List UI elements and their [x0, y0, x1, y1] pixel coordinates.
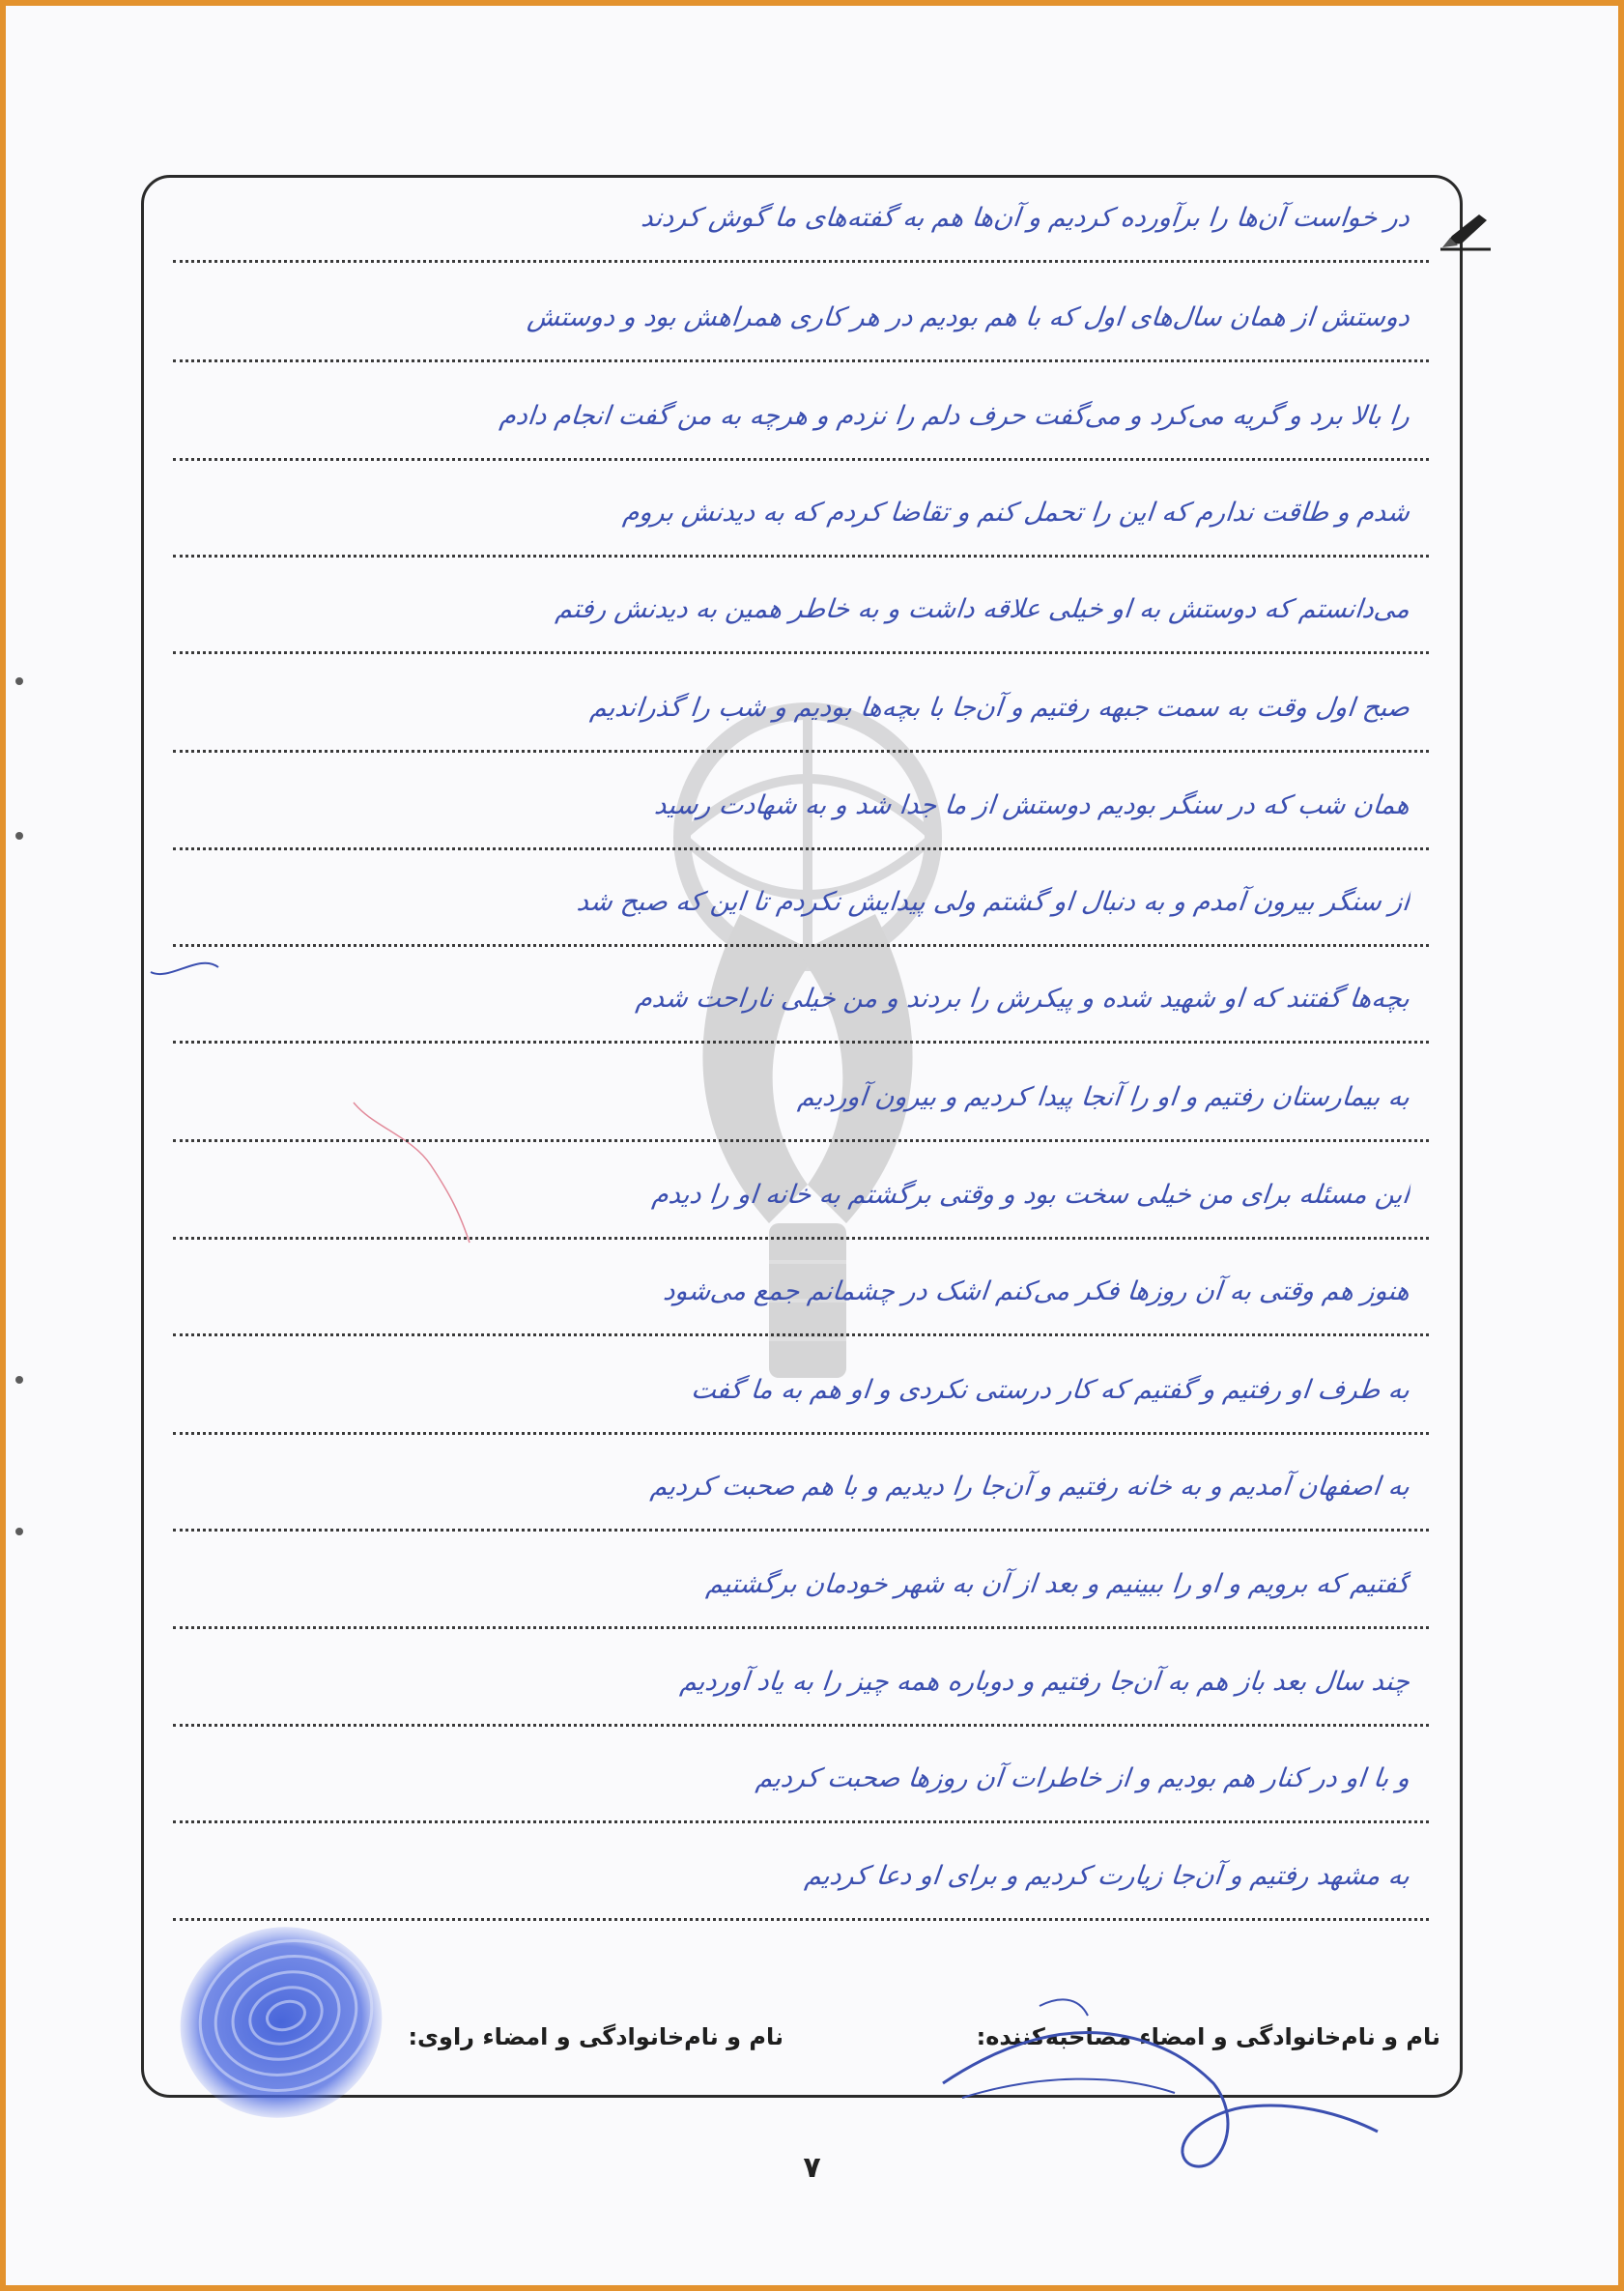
- writing-line: [173, 1857, 1429, 1921]
- binding-hole-1: [15, 677, 23, 685]
- writing-line: [173, 1273, 1429, 1336]
- writing-line: [173, 397, 1429, 461]
- writing-line: [173, 1176, 1429, 1240]
- writing-line: [173, 980, 1429, 1044]
- pen-icon: [1439, 209, 1493, 251]
- writing-line: [173, 299, 1429, 362]
- handwritten-text: به مشهد رفتیم و آن‌جا زیارت کردیم و برای او دعا کردیم: [803, 1861, 1411, 1891]
- writing-line: [173, 494, 1429, 558]
- writing-line: [173, 199, 1429, 263]
- handwritten-text: شدم و طاقت ندارم که این را تحمل کنم و تقاضا کردم که به دیدنش بروم: [621, 498, 1411, 528]
- handwritten-text: به اصفهان آمدیم و به خانه رفتیم و آن‌جا را دیدیم و با هم صحبت کردیم: [649, 1472, 1411, 1502]
- handwritten-text: به طرف او رفتیم و گفتیم که کار درستی نکردی و او هم به ما گفت: [689, 1375, 1411, 1405]
- writing-line: [173, 1371, 1429, 1435]
- writing-line: [173, 1078, 1429, 1142]
- document-page: [6, 6, 1618, 2285]
- handwritten-text: همان شب که در سنگر بودیم دوستش از ما جدا شد و به شهادت رسید: [652, 790, 1411, 820]
- writing-line: [173, 1760, 1429, 1823]
- writing-line: [173, 1468, 1429, 1532]
- handwritten-text: هنوز هم وقتی به آن روزها فکر می‌کنم اشک در چشمانم جمع می‌شود: [662, 1276, 1411, 1306]
- interviewer-signature-label: نام و نام‌خانوادگی و امضاء مصاحبه‌کننده:: [976, 2023, 1440, 2050]
- handwritten-text: گفتیم که برویم و او را ببینیم و بعد از آن به شهر خودمان برگشتیم: [704, 1569, 1411, 1599]
- writing-line: [173, 1565, 1429, 1629]
- binding-hole-4: [15, 1528, 23, 1535]
- handwritten-text: این مسئله برای من خیلی سخت بود و وقتی برگشتم به خانه او را دیدم: [650, 1180, 1411, 1210]
- handwritten-text: صبح اول وقت به سمت جبهه رفتیم و آن‌جا با بچه‌ها بودیم و شب را گذراندیم: [588, 693, 1411, 723]
- handwritten-text: را بالا برد و گریه می‌کرد و می‌گفت حرف دلم را نزدم و هرچه به من گفت انجام دادم: [498, 401, 1411, 431]
- writing-line: [173, 787, 1429, 850]
- form-frame: [141, 175, 1463, 2098]
- fingerprint-icon: [165, 1914, 397, 2127]
- handwritten-text: و با او در کنار هم بودیم و از خاطرات آن روزها صحبت کردیم: [755, 1763, 1411, 1793]
- page-number: ۷: [803, 2151, 821, 2185]
- binding-hole-2: [15, 832, 23, 840]
- handwritten-text: می‌دانستم که دوستش به او خیلی علاقه داشت و به خاطر همین به دیدنش رفتم: [554, 594, 1411, 624]
- writing-lines: [173, 178, 1429, 2014]
- narrator-signature-label: نام و نام‌خانوادگی و امضاء راوی:: [408, 2023, 784, 2050]
- handwritten-text: به بیمارستان رفتیم و او را آنجا پیدا کردیم و بیرون آوردیم: [796, 1082, 1411, 1112]
- handwritten-text: از سنگر بیرون آمدم و به دنبال او گشتم ولی پیدایش نکردم تا این که صبح شد: [575, 887, 1411, 917]
- handwritten-text: بچه‌ها گفتند که او شهید شده و پیکرش را بردند و من خیلی ناراحت شدم: [634, 984, 1411, 1014]
- signature-scribble: [924, 1929, 1407, 2180]
- handwritten-text: چند سال بعد باز هم به آن‌جا رفتیم و دوباره همه چیز را به یاد آوردیم: [678, 1667, 1411, 1697]
- writing-line: [173, 1663, 1429, 1727]
- writing-line: [173, 883, 1429, 947]
- handwritten-text: در خواست آن‌ها را برآورده کردیم و آن‌ها هم به گفته‌های ما گوش کردند: [640, 203, 1411, 233]
- writing-line: [173, 590, 1429, 654]
- writing-line: [173, 689, 1429, 753]
- handwritten-text: دوستش از همان سال‌های اول که با هم بودیم در هر کاری همراهش بود و دوستش: [526, 302, 1411, 332]
- binding-hole-3: [15, 1376, 23, 1384]
